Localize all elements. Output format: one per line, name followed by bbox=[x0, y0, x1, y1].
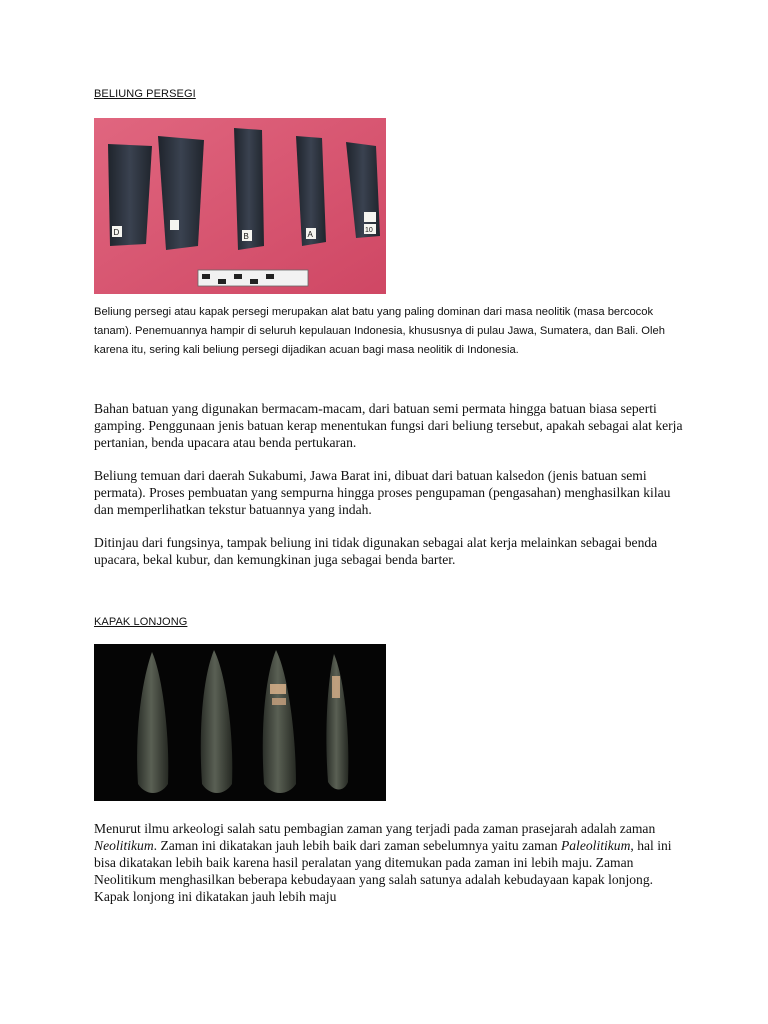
section-heading-beliung-persegi: BELIUNG PERSEGI bbox=[94, 88, 196, 100]
tag-b: B bbox=[243, 232, 249, 241]
paragraph-menurut-arkeologi bbox=[94, 820, 684, 905]
paragraph-ditinjau: Ditinjau dari fungsinya, tampak beliung ini tidak digunakan sebagai alat kerja melainkan sebagai benda upacara, bekal kubur, dan kemungkinan juga sebagai benda barter. bbox=[94, 535, 658, 567]
tag-10: 10 bbox=[365, 227, 373, 234]
tag-a: A bbox=[307, 230, 313, 239]
tag-d: D bbox=[113, 228, 120, 237]
beliung-persegi-image bbox=[94, 118, 386, 294]
text-run: Menurut ilmu arkeologi salah satu pembagian zaman yang terjadi pada zaman prasejarah adalah zaman bbox=[94, 821, 656, 836]
text-run: . Zaman ini dikatakan jauh lebih baik dari zaman sebelumnya yaitu zaman bbox=[153, 838, 561, 853]
beliung-persegi-photo bbox=[94, 118, 386, 294]
kapak-lonjong-photo bbox=[94, 644, 386, 801]
paragraph-beliung-temuan: Beliung temuan dari daerah Sukabumi, Jawa Barat ini, dibuat dari batuan kalsedon (jenis batuan semi permata). Proses pembuatan yang sempurna hingga proses pengupaman (pengasahan) menghasilkan kilau dan memperlihatkan tekstur batuannya yang indah. bbox=[94, 468, 671, 517]
kapak-lonjong-image bbox=[94, 644, 386, 801]
intro-paragraph: Beliung persegi atau kapak persegi merupakan alat batu yang paling dominan dari masa neolitik (masa bercocok tanam). Penemuannya hampir di seluruh kepulauan Indonesia, khususnya di pulau Jawa, Sumatera, dan Bali. Oleh karena itu, sering kali beliung persegi dijadikan acuan bagi masa neolitik di Indonesia. bbox=[94, 306, 665, 356]
text-run: , hal ini bisa dikatakan lebih baik karena hasil peralatan yang ditemukan pada zaman ini lebih maju. Zaman Neolitikum menghasilkan beberapa kebudayaan yang salah satunya adalah kebudayaan kapak lonjong. Kapak lonjong ini dikatakan jauh lebih maju bbox=[94, 838, 672, 904]
section-heading-kapak-lonjong: KAPAK LONJONG bbox=[94, 616, 188, 628]
stone-adze-2 bbox=[158, 136, 204, 250]
paragraph-bahan-batuan: Bahan batuan yang digunakan bermacam-macam, dari batuan semi permata hingga batuan biasa seperti gamping. Penggunaan jenis batuan kerap menentukan fungsi dari beliung tersebut, apakah sebagai alat kerja pertanian, benda upacara atau benda pertukaran. bbox=[94, 401, 683, 450]
term-paleolitikum: Paleolitikum bbox=[560, 838, 631, 853]
term-neolitikum: Neolitikum bbox=[94, 838, 154, 853]
